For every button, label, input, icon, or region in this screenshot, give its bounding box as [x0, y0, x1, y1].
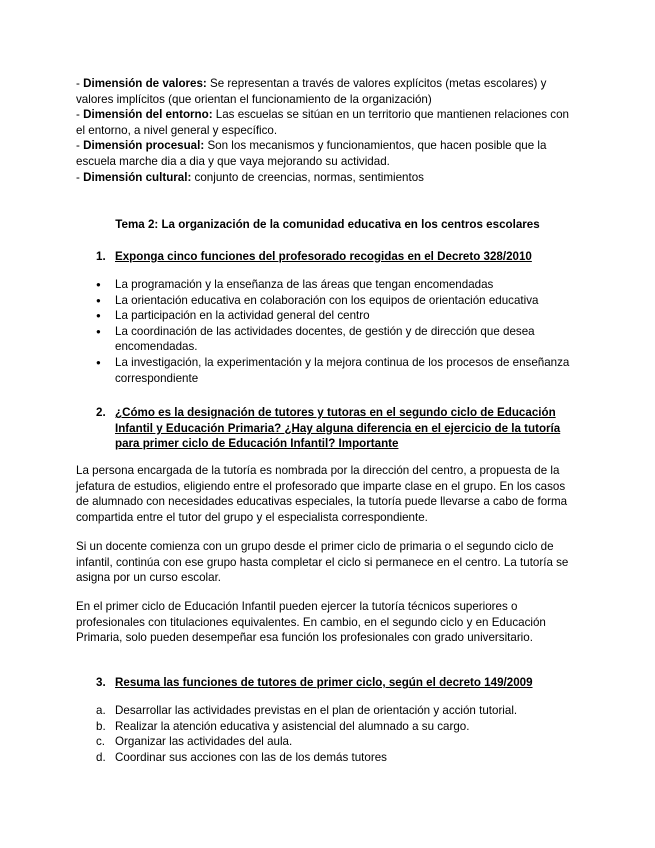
tutor-functions-list [96, 703, 580, 765]
list-item: b. Realizar la atención educativa y asistencial del alumnado a su cargo. [96, 719, 470, 733]
paragraph-tutor-designation: La persona encargada de la tutoría es nombrada por la dirección del centro, a propuesta de la jefatura de estudios, eligiendo entre el profesorado que imparte clase en el grupo. En los casos de alumnado con necesidades educativas especiales, la tutoría puede llevarse a cabo de forma compartida entre el tutor del grupo y el especialista correspondiente. [76, 464, 568, 524]
list-item: c. Organizar las actividades del aula. [96, 735, 293, 749]
teacher-functions-list [96, 277, 580, 386]
list-item: d. Coordinar sus acciones con las de los demás tutores [96, 750, 387, 764]
dimension-term: Dimensión de valores: [83, 77, 207, 90]
paragraph-cycle-continuity: Si un docente comienza con un grupo desde el primer ciclo de primaria o el segundo ciclo de infantil, continúa con ese grupo hasta completar el ciclo si permanece en el centro. La tutoría se asigna por un curso escolar. [76, 540, 569, 585]
dimension-cultural: - Dimensión cultural: conjunto de creencias, normas, sentimientos [76, 170, 424, 184]
list-item: ● La investigación, la experimentación y la mejora continua de los procesos de enseñanza correspondiente [96, 355, 580, 386]
dimension-environment: - Dimensión del entorno: Las escuelas se sitúan en un territorio que mantienen relaciones con el entorno, a nivel general y específico. [76, 108, 569, 137]
list-item: a. Desarrollar las actividades previstas en el plan de orientación y acción tutorial. [96, 704, 518, 717]
paragraph-infant-first-cycle: En el primer ciclo de Educación Infantil pueden ejercer la tutoría técnicos superiores o profesionales con titulaciones equivalentes. En cambio, en el segundo ciclo y en Educación Primaria, solo pueden desempeñar esa función los profesionales con grado universitario. [76, 600, 546, 645]
question-2 [96, 405, 576, 452]
question-number: 3. [96, 676, 106, 689]
dimension-term: Dimensión del entorno: [83, 108, 213, 122]
question-1 [96, 249, 576, 265]
question-text: Resuma las funciones de tutores de primer ciclo, según el decreto 149/2009 [115, 676, 533, 689]
question-number: 1. [96, 250, 106, 263]
dimensions-list [76, 76, 581, 185]
question-text: ¿Cómo es la designación de tutores y tutoras en el segundo ciclo de Educación Infantil y Educación Primaria? ¿Hay alguna diferencia en el ejercicio de la tutoría para primer ciclo de Educación Infantil? Importante [115, 406, 561, 451]
list-item: ● La programación y la enseñanza de las áreas que tengan encomendadas [96, 277, 580, 293]
question-number: 2. [96, 406, 106, 419]
dimension-procedural: - Dimensión procesual: Son los mecanismos y funcionamientos, que hacen posible que la escuela marche dia a dia y que vaya mejorando su actividad. [76, 139, 547, 168]
question-3 [96, 675, 576, 691]
list-item: ● La participación en la actividad general del centro [96, 308, 580, 324]
dimension-term: Dimensión procesual: [83, 139, 205, 153]
question-text: Exponga cinco funciones del profesorado recogidas en el Decreto 328/2010 [115, 250, 532, 263]
list-item: ● La coordinación de las actividades docentes, de gestión y de dirección que desea encomendadas. [96, 324, 580, 355]
topic-title: Tema 2: La organización de la comunidad educativa en los centros escolares [115, 218, 540, 231]
list-item: ● La orientación educativa en colaboración con los equipos de orientación educativa [96, 293, 580, 309]
dimension-term: Dimensión cultural: [83, 170, 192, 184]
dimension-values: - Dimensión de valores: Se representan a través de valores explícitos (metas escolares) y valores implícitos (que orientan el funcionamiento de la organización) [76, 77, 547, 106]
